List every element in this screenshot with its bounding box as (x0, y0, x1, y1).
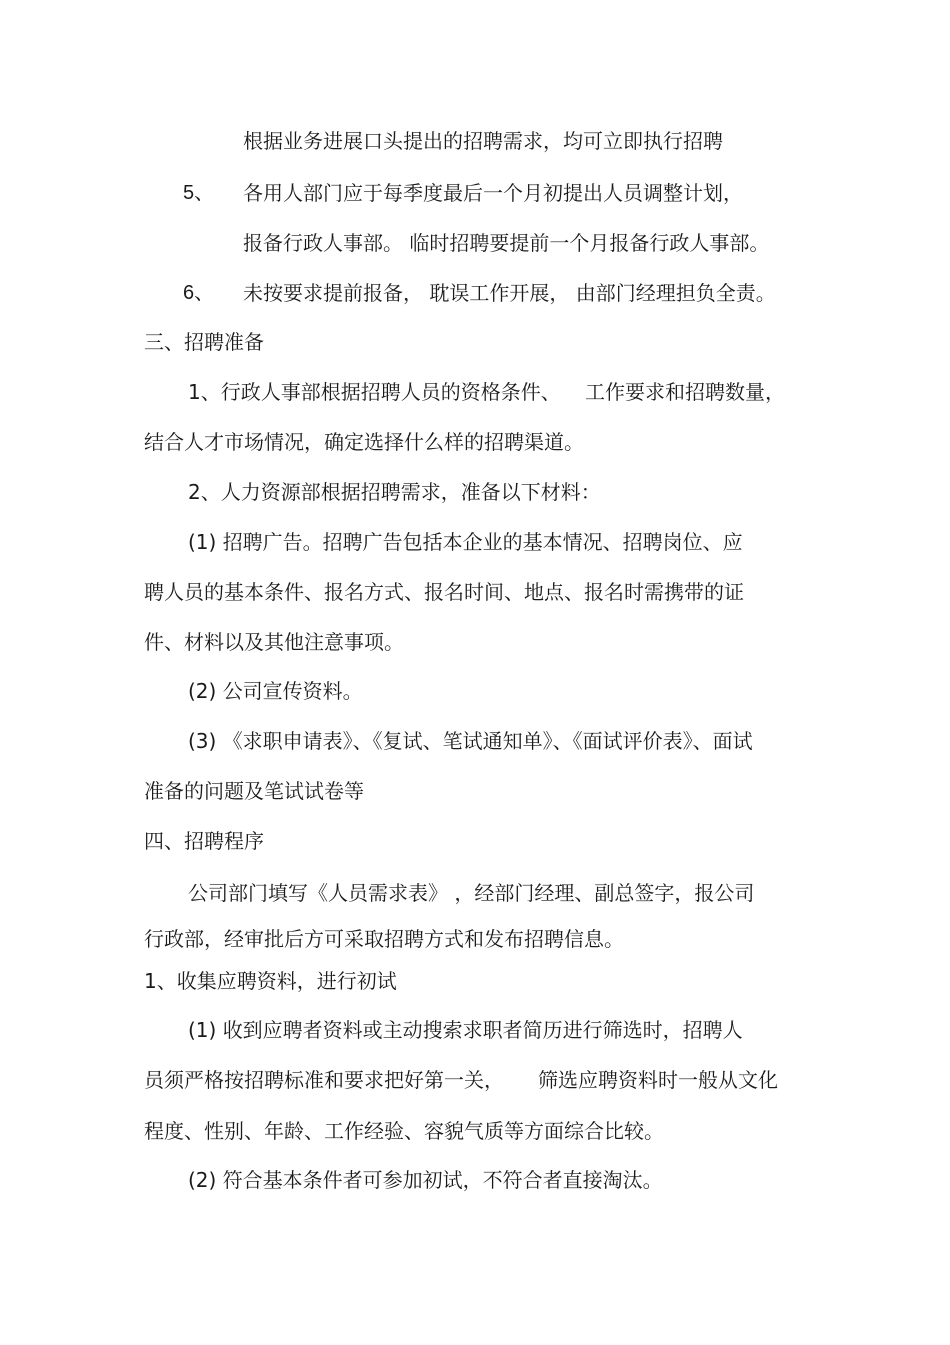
paragraph-line: 准备的问题及笔试试卷等 (144, 779, 364, 803)
paragraph-line: 报备行政人事部。 临时招聘要提前一个月报备行政人事部。 (243, 231, 770, 255)
paragraph-line: 各用人部门应于每季度最后一个月初提出人员调整计划， (243, 181, 743, 205)
paragraph-line: (1) 招聘广告。招聘广告包括本企业的基本情况、招聘岗位、应 (188, 530, 743, 554)
paragraph-line: 根据业务进展口头提出的招聘需求，均可立即执行招聘 (243, 129, 723, 153)
paragraph-line: 工作要求和招聘数量， (585, 380, 785, 404)
paragraph-line: 员须严格按招聘标准和要求把好第一关， (144, 1068, 504, 1092)
subsection-heading: 1、收集应聘资料，进行初试 (144, 969, 397, 993)
paragraph-line: 行政部，经审批后方可采取招聘方式和发布招聘信息。 (144, 927, 624, 951)
section-heading: 四、招聘程序 (144, 829, 264, 853)
paragraph-line: 程度、性别、年龄、工作经验、容貌气质等方面综合比较。 (144, 1119, 664, 1143)
paragraph-line: 筛选应聘资料时一般从文化 (538, 1068, 778, 1092)
paragraph-line: (2) 符合基本条件者可参加初试，不符合者直接淘汰。 (188, 1168, 663, 1192)
list-number: 6、 (183, 282, 215, 304)
paragraph-line: 未按要求提前报备， 耽误工作开展， 由部门经理担负全责。 (243, 281, 776, 305)
section-heading: 三、招聘准备 (144, 330, 264, 354)
paragraph-line: (2) 公司宣传资料。 (188, 679, 363, 703)
paragraph-line: 结合人才市场情况，确定选择什么样的招聘渠道。 (144, 430, 584, 454)
paragraph-line: (3) 《求职申请表》、《复试、笔试通知单》、《面试评价表》、面试 (188, 729, 753, 753)
paragraph-line: 1、行政人事部根据招聘人员的资格条件、 (188, 380, 561, 404)
paragraph-line: 件、材料以及其他注意事项。 (144, 630, 404, 654)
paragraph-line: 公司部门填写《人员需求表》 ，经部门经理、副总签字，报公司 (188, 881, 755, 905)
list-number: 5、 (183, 182, 215, 204)
paragraph-line: 聘人员的基本条件、报名方式、报名时间、地点、报名时需携带的证 (144, 580, 744, 604)
paragraph-line: (1) 收到应聘者资料或主动搜索求职者简历进行筛选时，招聘人 (188, 1018, 743, 1042)
paragraph-line: 2、人力资源部根据招聘需求，准备以下材料： (188, 480, 601, 504)
